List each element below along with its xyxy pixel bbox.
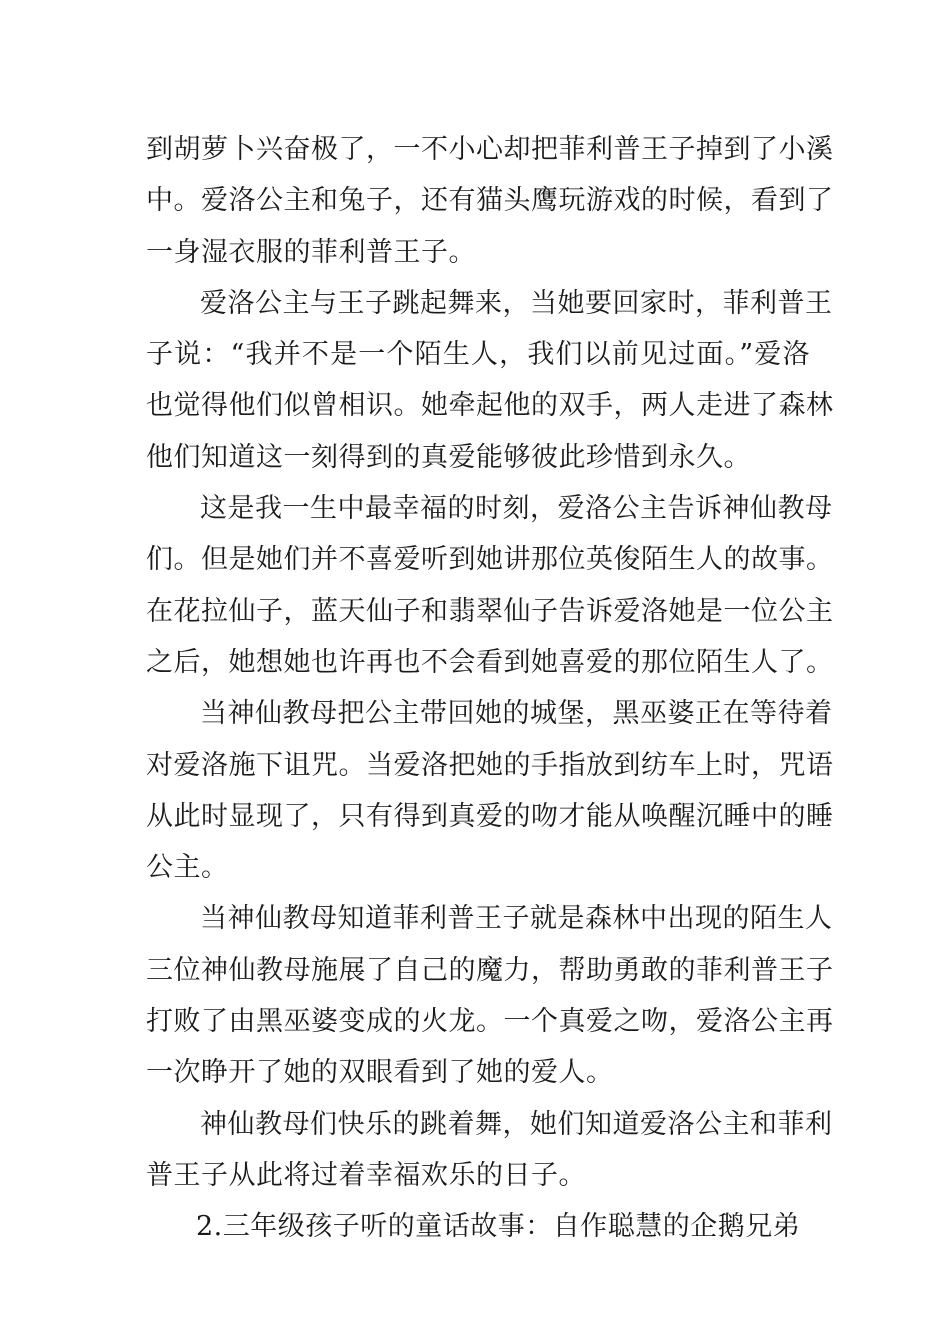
text-line: 对爱洛施下诅咒。当爱洛把她的手指放到纺车上时，咒语 [146, 749, 834, 781]
text-line: 之后，她想她也许再也不会看到她喜爱的那位陌生人了。 [146, 646, 834, 678]
text-line: 这是我一生中最幸福的时刻，爱洛公主告诉神仙教母 [200, 493, 833, 525]
text-line: 们。但是她们并不喜爱听到她讲那位英俊陌生人的故事。 [146, 544, 834, 576]
document-body [146, 124, 834, 1253]
paragraph [146, 688, 834, 893]
text-line: 一身湿衣服的菲利普王子。 [146, 236, 476, 268]
text-line: 他们知道这一刻得到的真爱能够彼此珍惜到永久。 [146, 441, 751, 473]
text-line: 当神仙教母把公主带回她的城堡，黑巫婆正在等待着 [200, 698, 833, 730]
text-line: 也觉得他们似曾相识。她牵起他的双手，两人走进了森林 [146, 390, 834, 422]
text-line: 神仙教母们快乐的跳着舞，她们知道爱洛公主和菲利 [200, 1108, 833, 1140]
text-line: 爱洛公主与王子跳起舞来，当她要回家时，菲利普王 [200, 287, 833, 319]
text-line: 普王子从此将过着幸福欢乐的日子。 [146, 1159, 586, 1191]
text-line: 三位神仙教母施展了自己的魔力，帮助勇敢的菲利普王子 [146, 954, 834, 986]
paragraph [146, 278, 834, 483]
section-heading: 2.三年级孩子听的童话故事：自作聪慧的企鹅兄弟 [196, 1211, 801, 1243]
text-line: 在花拉仙子，蓝天仙子和翡翠仙子告诉爱洛她是一位公主 [146, 595, 834, 627]
paragraph [146, 893, 834, 1098]
paragraph [146, 1099, 833, 1202]
paragraph [146, 124, 834, 278]
text-line: 一次睁开了她的双眼看到了她的爱人。 [146, 1057, 614, 1089]
text-line: 子说：“我并不是一个陌生人，我们以前见过面。”爱洛 [146, 339, 810, 371]
text-line: 打败了由黑巫婆变成的火龙。一个真爱之吻，爱洛公主再 [146, 1006, 834, 1038]
text-line: 当神仙教母知道菲利普王子就是森林中出现的陌生人 [200, 903, 833, 935]
section-heading-block [146, 1201, 810, 1252]
text-line: 从此时显现了，只有得到真爱的吻才能从唤醒沉睡中的睡 [146, 800, 834, 832]
text-line: 到胡萝卜兴奋极了，一不小心却把菲利普王子掉到了小溪 [146, 134, 834, 165]
paragraph [146, 483, 834, 688]
text-line: 公主。 [146, 852, 229, 884]
text-line: 中。爱洛公主和兔子，还有猫头鹰玩游戏的时候，看到了 [146, 185, 834, 217]
